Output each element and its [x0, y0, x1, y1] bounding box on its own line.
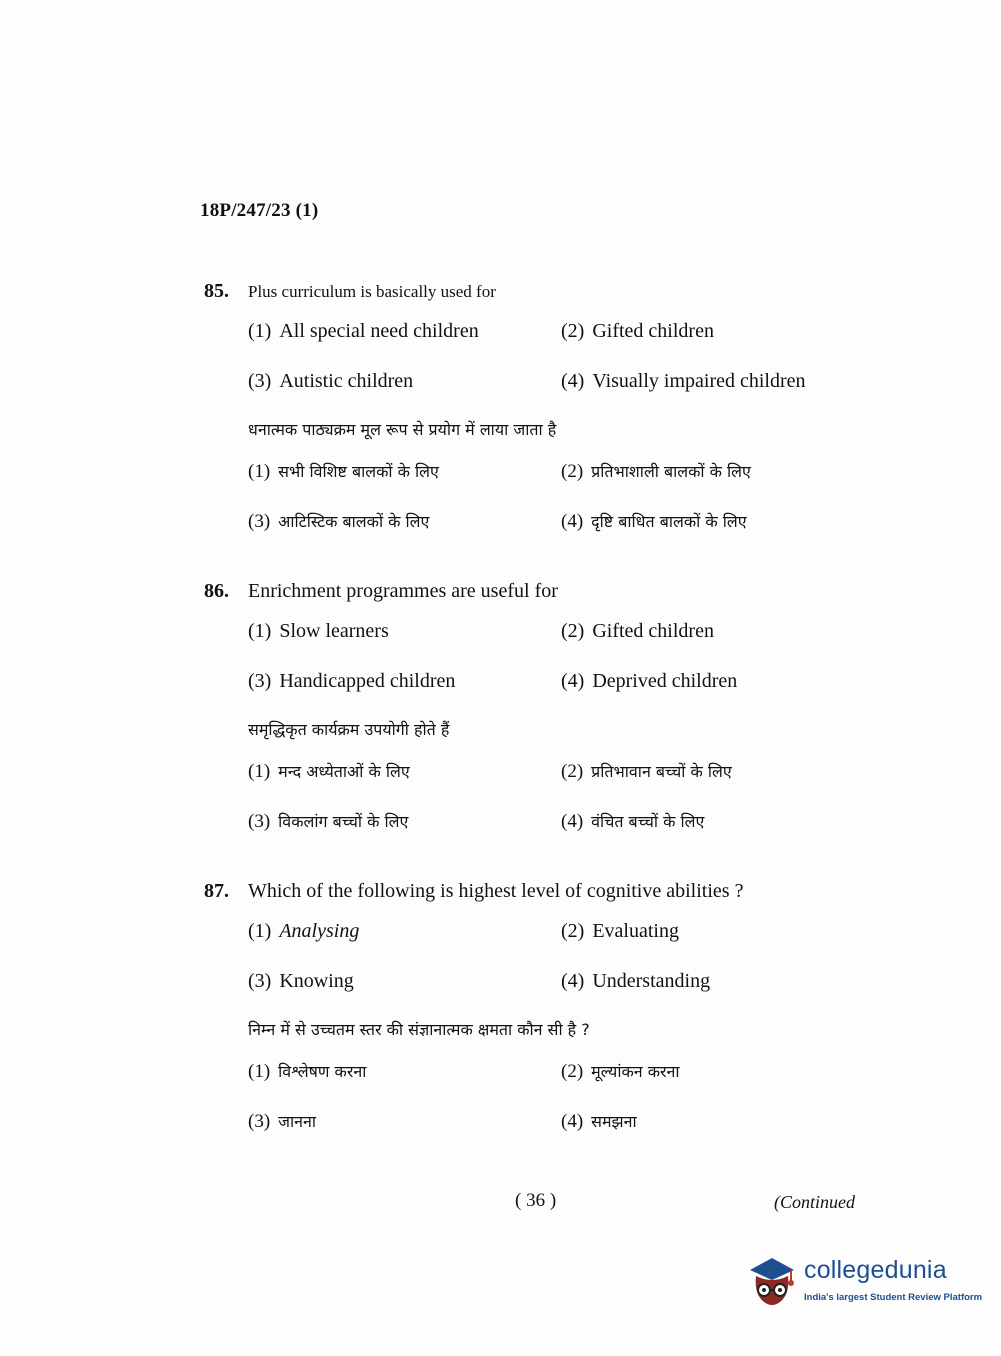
page-number: ( 36 ) [515, 1190, 557, 1211]
option-en: (3) Knowing [248, 970, 354, 992]
question-text-en: Enrichment programmes are useful for [248, 580, 558, 602]
option-en: (4) Deprived children [561, 670, 738, 692]
options-row [204, 960, 884, 1010]
option-hi: (4) दृष्टि बाधित बालकों के लिए [561, 511, 747, 532]
option-hi: (4) समझना [561, 1111, 637, 1132]
option-en: (1) All special need children [248, 320, 479, 342]
option-hi: (1) सभी विशिष्ट बालकों के लिए [248, 461, 439, 482]
options-row-hi [204, 450, 884, 500]
option-en: (2) Gifted children [561, 320, 714, 342]
paper-code: 18P/247/23 (1) [200, 200, 319, 221]
question-text-en: Which of the following is highest level of cognitive abilities ? [248, 880, 744, 902]
option-hi: (3) आटिस्टिक बालकों के लिए [248, 511, 430, 532]
options-row [204, 610, 884, 660]
options-row [204, 360, 884, 410]
option-hi: (1) विश्लेषण करना [248, 1061, 367, 1082]
option-hi: (3) जानना [248, 1111, 317, 1132]
question-text-hi: निम्न में से उच्चतम स्तर की संज्ञानात्मक क्षमता कौन सी है ? [248, 1020, 590, 1039]
options-row-hi [204, 750, 884, 800]
option-en: (3) Autistic children [248, 370, 414, 392]
options-row [204, 660, 884, 710]
option-en: (2) Gifted children [561, 620, 714, 642]
options-row-hi [204, 1050, 884, 1100]
question-number: 87. [204, 880, 229, 902]
question-number: 86. [204, 580, 229, 602]
question-header [204, 280, 884, 310]
question-header [204, 580, 884, 610]
option-hi: (3) विकलांग बच्चों के लिए [248, 811, 409, 832]
brand-tagline: India's largest Student Review Platform [804, 1292, 983, 1303]
question-number: 85. [204, 280, 229, 302]
question-86 [204, 580, 884, 850]
option-en: (2) Evaluating [561, 920, 679, 942]
question-header [204, 880, 884, 910]
option-hi: (4) वंचित बच्चों के लिए [561, 811, 705, 832]
options-row [204, 310, 884, 360]
option-en: (4) Understanding [561, 970, 711, 992]
options-row-hi [204, 500, 884, 550]
option-en: (1) Analysing [248, 920, 360, 942]
brand-name: collegedunia [804, 1256, 947, 1284]
option-en: (3) Handicapped children [248, 670, 456, 692]
question-85 [204, 280, 884, 550]
option-hi: (1) मन्द अध्येताओं के लिए [248, 761, 410, 782]
question-text-hi: समृद्धिकृत कार्यक्रम उपयोगी होते हैं [248, 720, 450, 739]
options-row-hi [204, 1100, 884, 1150]
collegedunia-watermark[interactable] [742, 1250, 983, 1316]
option-en: (1) Slow learners [248, 620, 389, 642]
option-hi: (2) प्रतिभाशाली बालकों के लिए [561, 461, 751, 482]
mascot-icon [742, 1250, 802, 1310]
options-row [204, 910, 884, 960]
option-en: (4) Visually impaired children [561, 370, 806, 392]
question-87 [204, 880, 884, 1150]
option-hi: (2) मूल्यांकन करना [561, 1061, 680, 1082]
question-text-en: Plus curriculum is basically used for [248, 282, 496, 301]
continued-label: (Continued [774, 1192, 855, 1212]
option-hi: (2) प्रतिभावान बच्चों के लिए [561, 761, 732, 782]
question-text-hi: धनात्मक पाठ्यक्रम मूल रूप से प्रयोग में लाया जाता है [248, 420, 557, 439]
options-row-hi [204, 800, 884, 850]
